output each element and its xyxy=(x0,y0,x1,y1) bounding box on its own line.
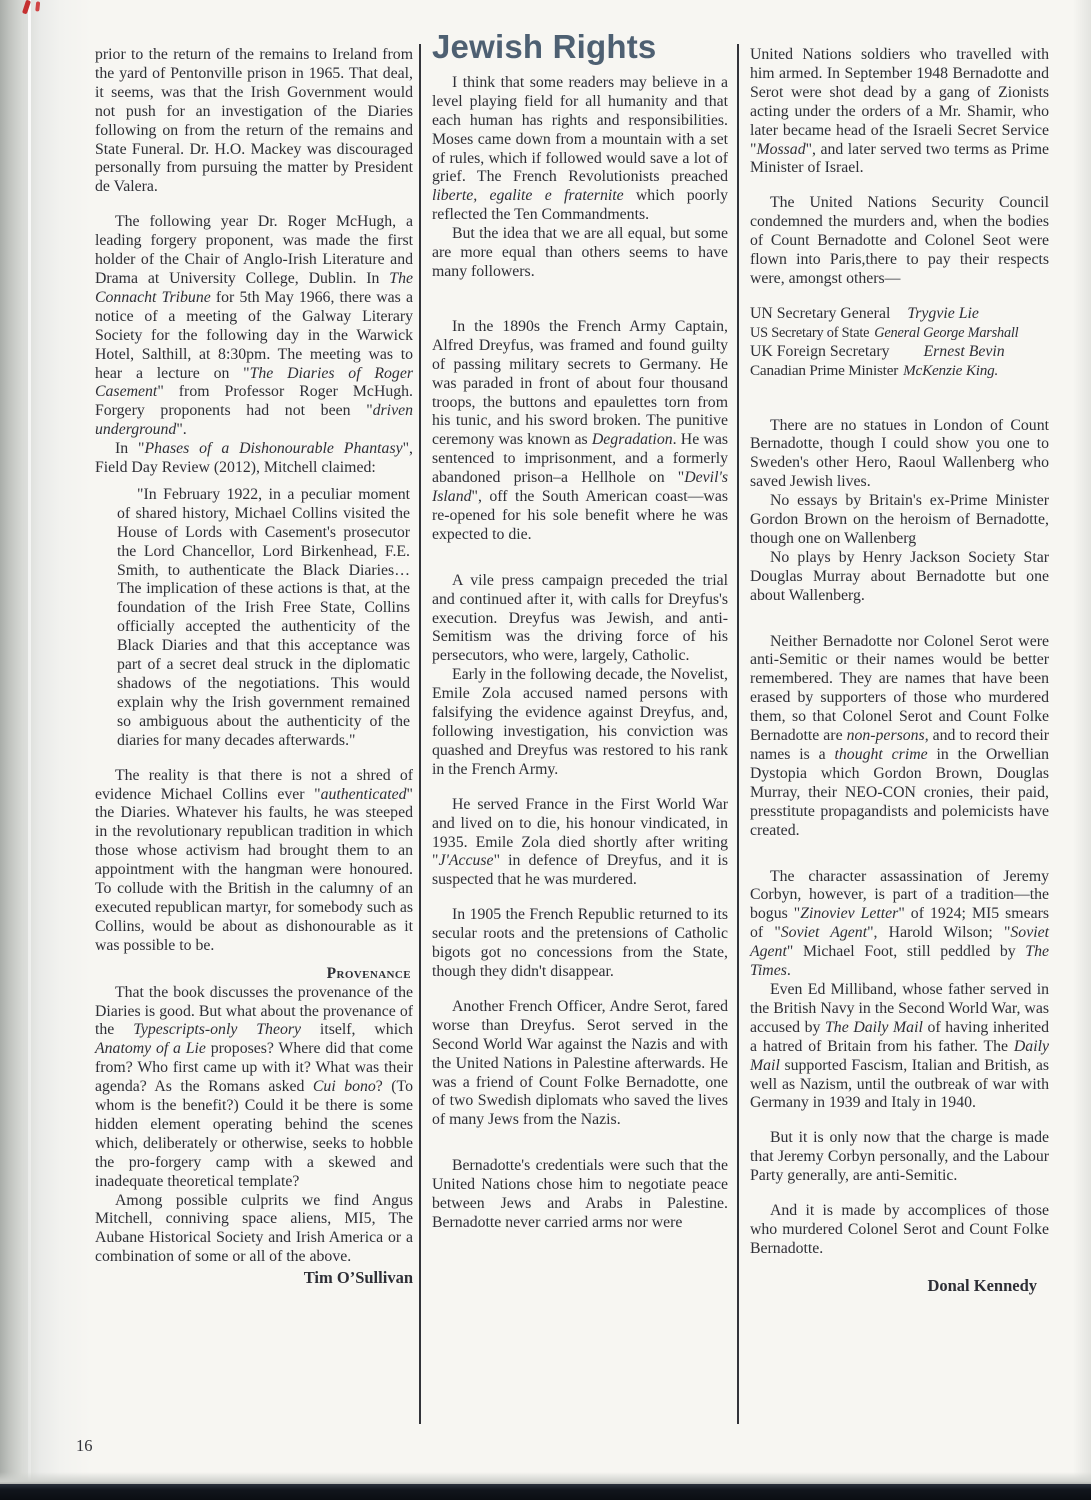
dignitary-name: Ernest Bevin xyxy=(923,342,1005,360)
paragraph: In "Phases of a Dishonourable Phantasy", Field Day Review (2012), Mitchell claimed: xyxy=(95,440,414,477)
paragraph: United Nations soldiers who travelled with him armed. In September 1948 Bernadotte and Serot were shot dead by a gang of Zionists acting under the orders of a Mr. Shamir, who later became head of the Israeli Secret Service "Mossad", and later served two terms as Prime Minister of Israel. xyxy=(750,46,1049,177)
paragraph: I think that some readers may believe in a level playing field for all humanity and that each human has rights and responsibilities. Moses came down from a mountain with a set of rules, which if followed would save a lot of grief. The French Revolutionists preached liberte, egalite e fraternite which poorly reflected the Ten Commandments. xyxy=(432,73,729,224)
dignitaries-list xyxy=(750,305,1049,381)
page-right-edge-shadow xyxy=(1073,0,1091,1500)
column-divider-right xyxy=(737,44,739,1424)
byline-donal-kennedy: Donal Kennedy xyxy=(927,1275,1037,1295)
list-item xyxy=(750,362,1049,381)
paragraph: That the book discusses the provenance of the Diaries is good. But what about the provenance of the Typescripts-only Theory itself, which Anatomy of a Lie proposes? Where did that come from? Who first came up with it? What was their agenda? As the Romans asked Cui bono? (To whom is the benefit?) Could it be there is some hidden element operating behind the scenes which, deliberately or otherwise, seeks to hobble the pro-forgery camp with a skewed and inadequate theoretical template? xyxy=(95,983,414,1190)
subheading-provenance: Provenance xyxy=(326,964,411,982)
dignitary-role: Canadian Prime Minister xyxy=(750,361,899,379)
paragraph: Among possible culprits we find Angus Mitchell, conniving space aliens, MI5, The Aubane Historical Society and Irish America or a combination of some or all of the above. xyxy=(95,1191,413,1266)
dignitary-role: UK Foreign Secretary xyxy=(750,342,890,360)
list-item xyxy=(750,305,1049,324)
scan-bottom-bar xyxy=(0,1484,1091,1500)
dignitary-name: McKenzie King. xyxy=(903,361,999,379)
byline-tim-osullivan: Tim O’Sullivan xyxy=(303,1268,413,1288)
page-number: 16 xyxy=(76,1436,93,1455)
dignitary-role: UN Secretary General xyxy=(750,304,891,322)
paragraph: No essays by Britain's ex-Prime Minister Gordon Brown on the heroism of Bernadotte, though one on Wallenberg xyxy=(750,492,1049,547)
paragraph: There are no statues in London of Count Bernadotte, though I could show you one to Sweden's other Hero, Raoul Wallenberg who saved Jewish lives. xyxy=(750,416,1049,491)
page-spine-shadow xyxy=(0,0,94,1500)
dignitary-role: US Secretary of State xyxy=(750,324,870,341)
paragraph: Bernadotte's credentials were such that the United Nations chose him to negotiate peace between Jews and Arabs in Palestine. Bernadotte never carried arms nor were xyxy=(432,1157,728,1231)
list-item xyxy=(750,324,1049,343)
column-divider-left xyxy=(419,44,421,1424)
column-middle xyxy=(432,28,729,1233)
paragraph: prior to the return of the remains to Ireland from the yard of Pentonville prison in 1965. That deal, it seems, was that the Irish Government would not push for an investigation of the Diaries following on from the return of the remains and State Funeral. Dr. H.O. Mackey was discouraged personally from pursuing the matter by President de Valera. xyxy=(95,46,413,196)
paragraph: The character assassination of Jeremy Corbyn, however, is part of a tradition—the bogus "Zinoviev Letter" of 1924; MI5 smears of "Soviet Agent", Harold Wilson; "Soviet Agent" Michael Foot, still peddled by The Times. xyxy=(750,867,1050,980)
paper-bottom-edge xyxy=(0,1472,1091,1484)
paragraph: But it is only now that the charge is made that Jeremy Corbyn personally, and the Labour Party generally, are anti-Semitic. xyxy=(750,1129,1049,1185)
article-title: Jewish Rights xyxy=(432,28,657,65)
paragraph: Early in the following decade, the Novelist, Emile Zola accused named persons with falsifying the evidence against Dreyfus, and, following investigation, his conviction was quashed and Dreyfus was restored to his rank in the French Army. xyxy=(432,666,728,778)
paragraph: A vile press campaign preceded the trial and continued after it, with calls for Dreyfus's execution. Dreyfus was Jewish, and anti-Semitism was the driving force of his persecutors, who were, largely, Catholic. xyxy=(432,571,728,665)
paragraph: He served France in the First World War and lived on to die, his honour vindicated, in 1935. Emile Zola died shortly after writing "J'Accuse" in defence of Dreyfus, and it is suspected that he was murdered. xyxy=(432,795,728,889)
paragraph: In the 1890s the French Army Captain, Alfred Dreyfus, was framed and found guilty of passing military secrets to Germany. He was paraded in front of about four thousand troops, the buttons and epaulettes torn from his tunic, and his sword broken. The punitive ceremony was known as Degradation. He was sentenced to imprisonment, and a formerly abandoned prison–a Hellhole on "Devil's Island", off the South American coast—was re-opened for his sole benefit where he was expected to die. xyxy=(432,317,728,543)
dignitary-name: General George Marshall xyxy=(874,324,1019,341)
paragraph: Another French Officer, Andre Serot, fared worse than Dreyfus. Serot served in the Second World War against the Nazis and with the United Nations in Palestine afterwards. He was a friend of Count Folke Bernadotte, one of two Swedish diplomats who saved the lives of many Jews from the Nazis. xyxy=(432,997,728,1129)
list-item xyxy=(750,343,1049,362)
paragraph: No plays by Henry Jackson Society Star Douglas Murray about Bernadotte but one about Wallenberg. xyxy=(750,548,1049,604)
paragraph: And it is made by accomplices of those who murdered Colonel Serot and Count Folke Bernadotte. xyxy=(750,1202,1049,1257)
paragraph: The following year Dr. Roger McHugh, a leading forgery proponent, was made the first holder of the Chair of Anglo-Irish Literature and Drama at University College, Dublin. In The Connacht Tribune for 5th May 1966, there was a notice of a meeting of the Galway Literary Society for the following day in the Warwick Hotel, Salthill, at 8:30pm. The meeting was to hear a lecture on "The Diaries of Roger Casement" from Professor Roger McHugh. Forgery proponents had not been "driven underground". xyxy=(95,213,413,439)
paragraph: The United Nations Security Council condemned the murders and, when the bodies of Count Bernadotte and Colonel Seot were flown into Paris,there to pay their respects were, amongst others— xyxy=(750,194,1049,287)
paragraph: Neither Bernadotte nor Colonel Serot were anti-Semitic or their names would be better remembered. They are names that have been erased by supporters of those who murdered them, so that Colonel Serot and Count Folke Bernadotte are non-persons, and to record their names is a thought crime in the Orwellian Dystopia which Gordon Brown, Douglas Murray, their NEO-CON cronies, their paid, presstitute propagandists and polemicists have created. xyxy=(750,632,1049,839)
paragraph: In 1905 the French Republic returned to its secular roots and the pretensions of Catholic bigots got no concessions from the State, though they didn't disappear. xyxy=(432,906,728,980)
column-right xyxy=(750,46,1049,1296)
paragraph: But the idea that we are all equal, but some are more equal than others seems to have many followers. xyxy=(432,225,728,280)
paragraph: Even Ed Milliband, whose father served in the British Navy in the Second World War, was accused by The Daily Mail of having inherited a hatred of Britain from his father. The Daily Mail supported Fascism, Italian and British, as well as Nazism, until the outbreak of war with Germany in 1939 and Italy in 1940. xyxy=(750,980,1050,1112)
blockquote-mitchell: "In February 1922, in a peculiar moment of shared history, Michael Collins visited the House of Lords with Casement's prosecutor the Lord Chancellor, Lord Birkenhead, F.E. Smith, to authenticate the Black Diaries… The implication of these actions is that, at the foundation of the Irish Free State, Collins officially accepted the authenticity of the Black Diaries and that this acceptance was part of a secret deal struck in the diplomatic shadows of the negotiations. This would explain why the Irish government remained so ambiguous about the authenticity of the diaries for many decades afterwards." xyxy=(117,485,410,749)
paragraph: The reality is that there is not a shred of evidence Michael Collins ever "authenticated" the Diaries. Whatever his faults, he was steeped in the revolutionary republican tradition in which those whose activism had brought them to an appointment with the hangman were honoured. To collude with the British in the calumny of an executed republican martyr, for somebody such as Collins, would be about as dishonourable as it was possible to be. xyxy=(95,766,413,954)
dignitary-name: Trygvie Lie xyxy=(907,304,979,322)
column-left xyxy=(95,46,413,1288)
